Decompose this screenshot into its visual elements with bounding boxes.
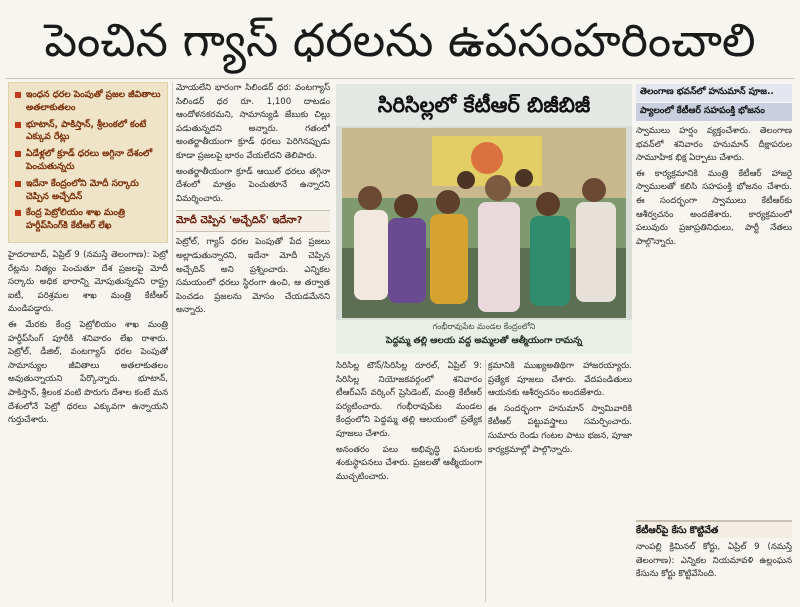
highlight-item: భూటాన్, పాకిస్తాన్, శ్రీలంకలో కంటే ఎక్కువ రేట్లు	[15, 119, 161, 145]
bullet-icon	[15, 122, 21, 128]
highlight-item: ఇంధన ధరల పెంపుతో ప్రజల జీవితాలు అతలాకుతలం	[15, 89, 161, 115]
body-paragraph: ఈ మేరకు కేంద్ర పెట్రోలియం శాఖ మంత్రి హర్దీప్‌సింగ్ పూరీకి శనివారం లేఖ రాశారు. పెట్రోల్, డీజిల్, వంటగ్యాస్ ధరల పెంపుతో సామాన్యుల జీవితాలు అతలాకుతలం అవుతున్నాయని పేర్కొన్నారు. భూటాన్, పాకిస్తాన్, శ్రీలంక వంటి పొరుగు దేశాల కంటే మన దేశంలోనే పెట్రో ధరలు ఎక్కువగా ఉన్నాయని గుర్తుచేశారు.	[8, 319, 168, 426]
column-1-body	[8, 249, 168, 428]
body-paragraph: ఈ సందర్భంగా హనుమాన్ స్వామివారికి కేటీఆర్ పట్టువస్త్రాలు సమర్పించారు. సుమారు రెండు గంటల పాటు భజన, పూజా కార్యక్రమాల్లో పాల్గొన్నారు.	[488, 403, 632, 455]
body-paragraph: క్రమానికి ముఖ్యఅతిథిగా హాజరయ్యారు. ప్రత్యేక పూజలు చేశారు. వేదపండితులు ఆయనకు ఆశీర్వచనం అందజేశారు.	[488, 361, 632, 399]
side-story-body	[636, 125, 792, 249]
body-paragraph: హైదరాబాద్, ఏప్రిల్ 9 (నమస్తే తెలంగాణ): పెట్రో రేట్లను నిత్యం పెంచుతూ దేశ ప్రజలపై మోదీ సర్కారు అధిక భారాన్ని మోపుతున్నదని రాష్ట్ర ఐటీ, పరిశ్రమల శాఖ మంత్రి కేటీఆర్ మండిపడ్డారు.	[8, 249, 168, 315]
caption-line-2: పెద్దమ్మ తల్లి ఆలయ వద్ద అమ్మలతో ఆత్మీయంగా రామన్న	[385, 336, 583, 346]
body-paragraph: అనంతరం పలు అభివృద్ధి పనులకు శంకుస్థాపనలు చేశారు. ప్రజలతో ఆత్మీయంగా ముచ్చటించారు.	[336, 444, 482, 482]
news-photo	[342, 128, 626, 318]
column-divider	[485, 360, 486, 602]
bullet-icon	[15, 151, 21, 157]
column-1	[8, 82, 168, 602]
photo-caption	[336, 320, 632, 354]
highlight-item: ఏడేళ్లలో క్రూడ్ ధరలు అగ్గినా దేశంలో పెంచుతున్నరు	[15, 148, 161, 174]
body-paragraph: పెట్రోల్, గ్యాస్ ధరల పెంపుతో పేద ప్రజలు అల్లాడుతున్నారని, ఇదేనా మోదీ చెప్పిన అచ్చేదిన్ అని ప్రశ్నించారు. ఎన్నికల సమయంలో ధరలు స్థిరంగా ఉంచి, ఆ తర్వాత పెంచడం ప్రజలను మోసం చేయడమేనని అన్నారు.	[176, 237, 330, 316]
bullet-icon	[15, 181, 21, 187]
sub-heading: మోదీ చెప్పిన 'అచ్చేదిన్' ఇదేనా?	[176, 210, 330, 232]
body-paragraph: నాంపల్లి క్రిమినల్ కోర్టు, ఏప్రిల్ 9 (నమస్తే తెలంగాణ): ఎన్నికల నియమావళి ఉల్లంఘన కేసును కోర్టు కొట్టివేసింది.	[636, 542, 792, 580]
brief-story	[636, 520, 792, 604]
body-paragraph: ఈ కార్యక్రమానికి మంత్రి కేటీఆర్ హాజరై స్వాములతో కలిసి సహపంక్తి భోజనం చేశారు. ఈ సందర్భంగా స్వాములు కేటీఆర్‌కు ఆశీర్వచనం అందజేశారు. కార్యక్రమంలో పలువురు ప్రజాప్రతినిధులు, పార్టీ నేతలు పాల్గొన్నారు.	[636, 168, 792, 247]
column-4	[488, 360, 632, 602]
body-paragraph: సిరిసిల్ల టౌన్/సిరిసిల్ల రూరల్, ఏప్రిల్ 9: సిరిసిల్ల నియోజకవర్గంలో శనివారం టీఆర్ఎస్ వర్కింగ్ ప్రెసిడెంట్, మంత్రి కేటీఆర్ పర్యటించారు. గంభీరావుపేట మండల కేంద్రంలోని పెద్దమ్మ తల్లి ఆలయంలో ప్రత్యేక పూజలు చేశారు.	[336, 361, 482, 439]
column-2	[176, 82, 330, 602]
caption-line-1: గంభీరావుపేట మండల కేంద్రంలోని	[432, 322, 536, 331]
page-headline: పెంచిన గ్యాస్ ధరలను ఉపసంహరించాలి	[44, 13, 756, 67]
highlights-list	[15, 89, 161, 233]
side-story-headline: తెలంగాణ భవన్‌లో హనుమాన్ పూజ..	[636, 84, 792, 102]
body-paragraph: మోయలేని భారంగా సిలిండర్ ధర: వంటగ్యాస్ సిలిండర్ ధర రూ. 1,100 దాటడం ఆందోళనకరమని, సామాన్యుడి జేబుకు చిల్లు పడుతున్నదని అన్నారు. గతంలో అంతర్జాతీయంగా క్రూడ్ ధరలు పెరిగినప్పుడు కూడా ప్రజలపై భారం వేయలేదని తెలిపారు.	[176, 83, 330, 161]
highlights-box	[8, 82, 168, 243]
brief-story-body	[636, 541, 792, 582]
column-3	[336, 360, 482, 602]
people-photo-illustration	[342, 128, 626, 318]
body-paragraph: స్వాములు హర్షం వ్యక్తంచేశారు. తెలంగాణ భవన్‌లో శనివారం హనుమాన్ దీక్షాపరుల సామూహిక భిక్ష ఏర్పాటు చేశారు.	[636, 126, 792, 164]
headline-rule	[6, 78, 794, 79]
body-paragraph: అంతర్జాతీయంగా క్రూడ్ ఆయిల్ ధరలు తగ్గినా దేశంలో మాత్రం పెంచుతూనే ఉన్నారని విమర్శించారు.	[176, 166, 330, 204]
bullet-icon	[15, 92, 21, 98]
photo-story	[336, 84, 632, 354]
brief-story-headline: కేటీఆర్‌పై కేసు కొట్టివేత	[636, 520, 792, 538]
side-story-subheadline: ప్యాలంలో కేటీఆర్ సహపంక్తి భోజనం	[636, 103, 792, 121]
side-story	[636, 84, 792, 514]
highlight-item: ఇదేనా కేంద్రంలోని మోదీ సర్కారు చెప్పిన అచ్చేదిన్	[15, 178, 161, 204]
bullet-icon	[15, 210, 21, 216]
column-divider	[172, 82, 173, 602]
story-headline: సిరిసిల్లలో కేటీఆర్ బిజీబిజీ	[336, 84, 632, 126]
highlight-item: కేంద్ర పెట్రోలియం శాఖ మంత్రి హర్దీప్‌సింగ్‌కి కేటీఆర్ లేఖ	[15, 207, 161, 233]
